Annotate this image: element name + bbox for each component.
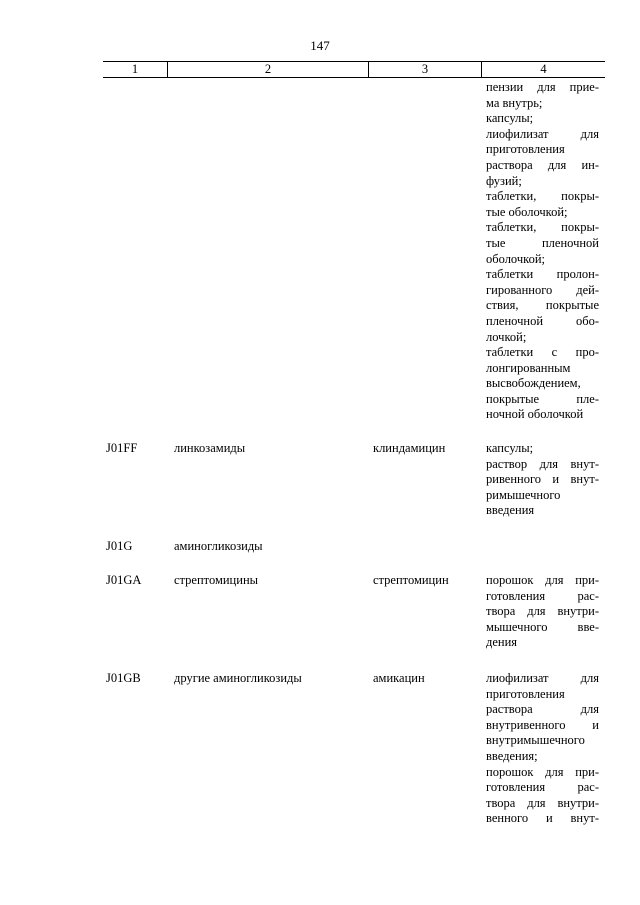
dosage-forms bbox=[486, 441, 599, 519]
cell-line: таблетки пролон- bbox=[486, 267, 599, 282]
cell-line: лиофилизат для bbox=[486, 126, 599, 141]
cell-line: покрытые пле- bbox=[486, 391, 599, 406]
cell-line: тые пленочной bbox=[486, 235, 599, 250]
dosage-forms bbox=[486, 573, 599, 651]
drug-name: клиндамицин bbox=[373, 441, 446, 455]
cell-line: раствора для bbox=[486, 702, 599, 717]
cell-line: готовления рас- bbox=[486, 780, 599, 795]
header-bottom-rule bbox=[103, 77, 605, 78]
cell-line: лиофилизат для bbox=[486, 671, 599, 685]
cell-line: оболочкой; bbox=[486, 251, 545, 266]
group-name: линкозамиды bbox=[174, 441, 246, 455]
cell-line: порошок для при- bbox=[486, 573, 599, 587]
cell-line: ривенного и внут- bbox=[486, 472, 599, 487]
cell-line: капсулы; bbox=[486, 441, 534, 455]
header-col-3: 3 bbox=[421, 62, 429, 76]
cell-line: пензии для прие- bbox=[486, 80, 599, 94]
header-col-4: 4 bbox=[540, 62, 547, 76]
cell-line: капсулы; bbox=[486, 111, 534, 126]
group-name: другие аминогликозиды bbox=[174, 671, 302, 685]
cell-line: введения; bbox=[486, 748, 538, 763]
cell-line: твора для внутри- bbox=[486, 795, 599, 810]
group-name: аминогликозиды bbox=[174, 539, 263, 553]
cell-line: лочкой; bbox=[486, 329, 527, 344]
atc-code: J01GB bbox=[106, 671, 141, 685]
cell-line: готовления рас- bbox=[486, 588, 599, 603]
cell-line: фузий; bbox=[486, 173, 522, 188]
cell-line: римышечного bbox=[486, 487, 561, 502]
cell-line: ночной оболочкой bbox=[486, 407, 584, 422]
atc-code: J01G bbox=[106, 539, 133, 553]
cell-line: твора для внутри- bbox=[486, 604, 599, 619]
cell-line: венного и внут- bbox=[486, 811, 599, 826]
drug-name: стрептомицин bbox=[373, 573, 449, 587]
continuation-cell bbox=[486, 80, 599, 423]
cell-line: таблетки, покры- bbox=[486, 220, 599, 235]
cell-line: пленочной обо- bbox=[486, 313, 599, 328]
dosage-forms bbox=[486, 671, 599, 827]
atc-code: J01FF bbox=[106, 441, 138, 455]
cell-line: приготовления bbox=[486, 686, 565, 701]
cell-line: введения bbox=[486, 503, 535, 518]
cell-line: внутримышечного bbox=[486, 733, 585, 748]
cell-line: таблетки, покры- bbox=[486, 189, 599, 204]
cell-line: дения bbox=[486, 635, 518, 650]
cell-line: высвобождением, bbox=[486, 376, 581, 391]
cell-line: раствора для ин- bbox=[486, 157, 599, 172]
cell-line: порошок для при- bbox=[486, 764, 599, 779]
cell-line: тые оболочкой; bbox=[486, 204, 568, 219]
drug-name: амикацин bbox=[373, 671, 425, 685]
header-col-1: 1 bbox=[131, 62, 139, 76]
atc-code: J01GA bbox=[106, 573, 142, 587]
cell-line: раствор для внут- bbox=[486, 456, 599, 471]
cell-line: ствия, покрытые bbox=[486, 298, 599, 313]
header-col-2: 2 bbox=[264, 62, 272, 76]
cell-line: лонгированным bbox=[486, 360, 571, 375]
cell-line: гированного дей- bbox=[486, 282, 599, 297]
cell-line: таблетки с про- bbox=[486, 345, 599, 360]
cell-line: приготовления bbox=[486, 142, 565, 157]
cell-line: мышечного вве- bbox=[486, 619, 599, 634]
cell-line: ма внутрь; bbox=[486, 95, 543, 110]
group-name: стрептомицины bbox=[174, 573, 259, 587]
cell-line: внутривенного и bbox=[486, 717, 599, 732]
page-number: 147 bbox=[310, 38, 330, 53]
